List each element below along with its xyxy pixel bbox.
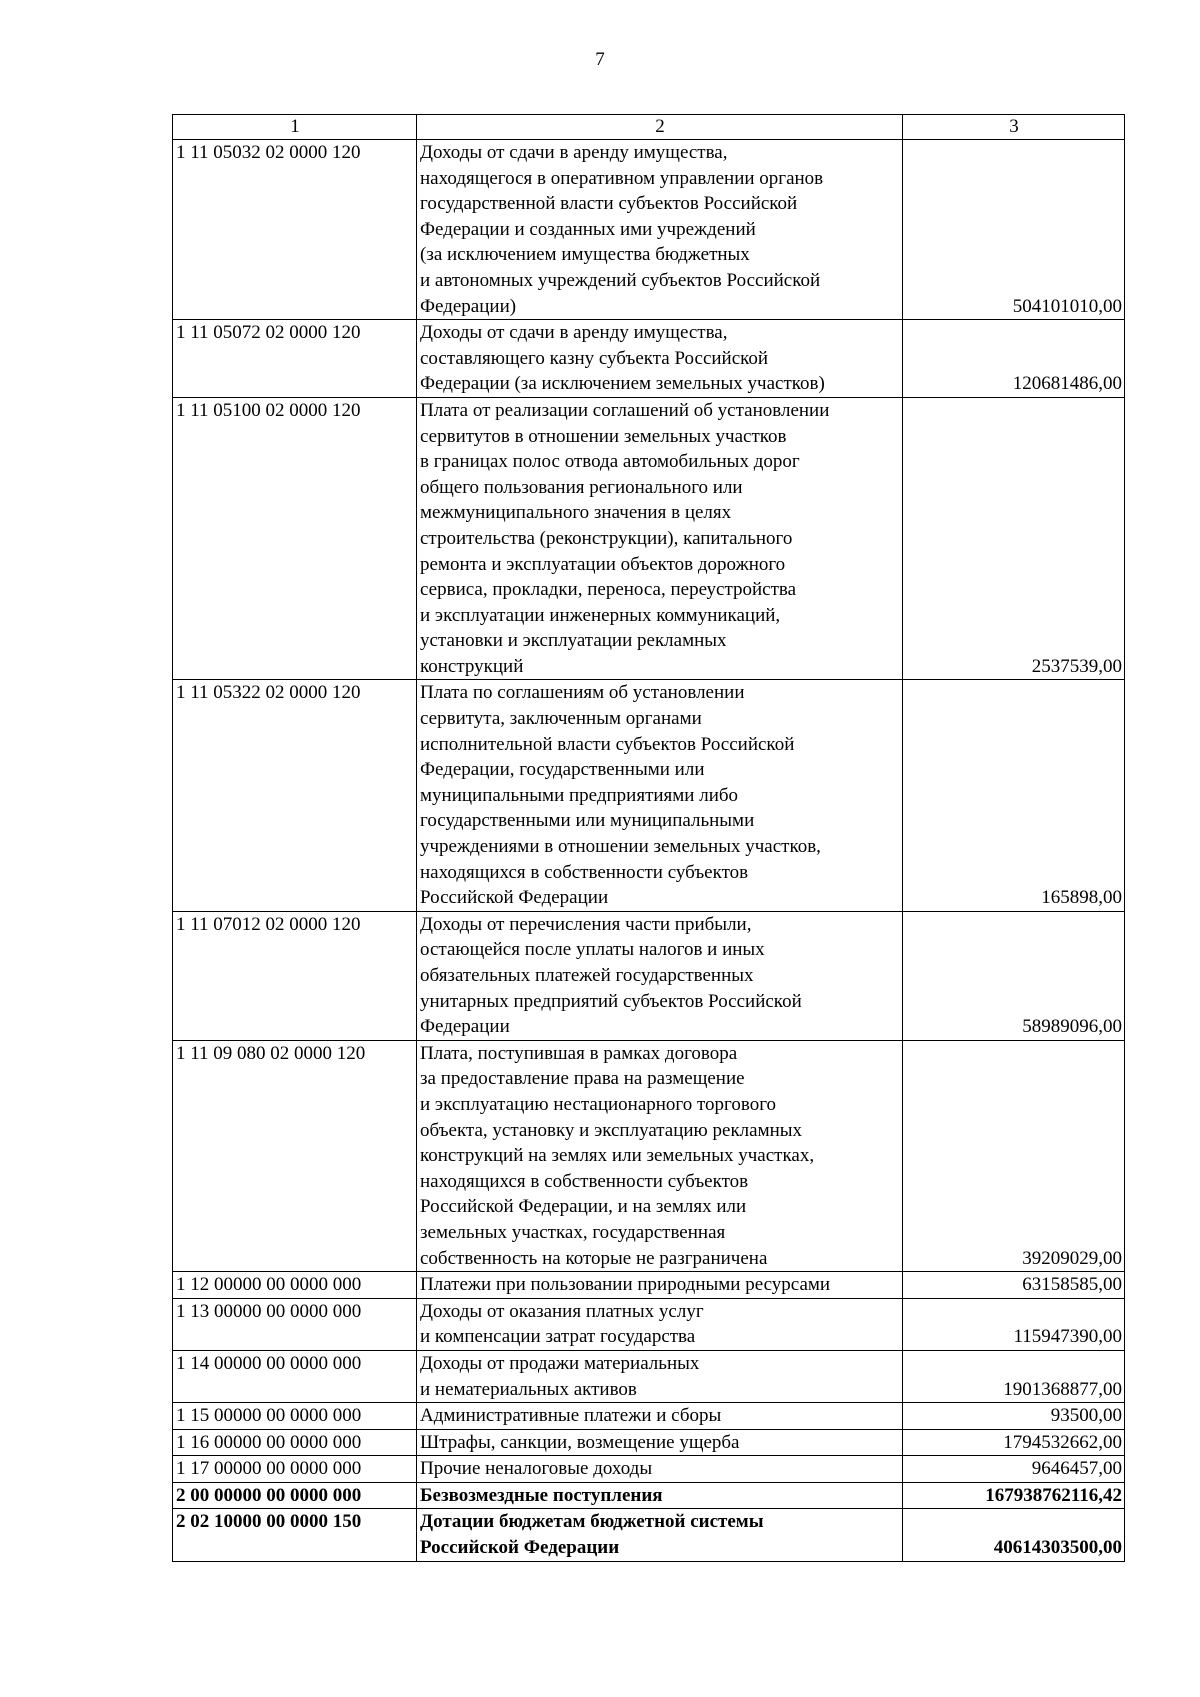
revenue-name-line: Федерации) <box>420 295 517 317</box>
revenue-code: 1 15 00000 00 0000 000 <box>173 1403 417 1430</box>
revenue-name-line: Доходы от оказания платных услуг <box>420 1300 704 1322</box>
revenue-name-line: Плата от реализации соглашений об установлении <box>420 399 830 421</box>
revenue-name-line: составляющего казну субъекта Российской <box>420 347 769 369</box>
revenue-name-line: государственными или муниципальными <box>420 810 755 832</box>
revenue-code: 1 11 05100 02 0000 120 <box>173 397 417 680</box>
revenue-name-line: Российской Федерации <box>420 887 609 909</box>
table-row <box>173 1429 1125 1456</box>
revenue-name-line: Российской Федерации, и на землях или <box>420 1196 747 1218</box>
table-row <box>173 1403 1125 1430</box>
revenue-name-line: находящихся в собственности субъектов <box>420 861 749 883</box>
revenue-name-line: Плата по соглашениям об установлении <box>420 682 745 704</box>
table-row <box>173 1456 1125 1483</box>
revenue-name-line: муниципальными предприятиями либо <box>420 784 739 806</box>
revenue-name-line: сервитута, заключенным органами <box>420 708 702 730</box>
revenue-code: 1 11 05072 02 0000 120 <box>173 320 417 398</box>
revenue-name-line: (за исключением имущества бюджетных <box>420 244 750 266</box>
revenue-name <box>417 1350 903 1402</box>
column-header-2: 2 <box>417 115 903 140</box>
revenue-name-line: конструкций <box>420 655 524 677</box>
revenue-code: 2 00 00000 00 0000 000 <box>173 1482 417 1509</box>
revenue-name-line: Штрафы, санкции, возмещение ущерба <box>420 1431 740 1453</box>
revenue-name-line: ремонта и эксплуатации объектов дорожного <box>420 553 786 575</box>
revenue-amount: 1794532662,00 <box>903 1429 1125 1456</box>
table-row <box>173 397 1125 680</box>
revenue-amount: 93500,00 <box>903 1403 1125 1430</box>
revenue-name-line: Дотации бюджетам бюджетной системы <box>420 1511 764 1533</box>
revenue-name-line: Федерации и созданных ими учреждений <box>420 218 756 240</box>
revenue-name <box>417 1403 903 1430</box>
table-row <box>173 1350 1125 1402</box>
revenue-code: 1 11 05322 02 0000 120 <box>173 680 417 911</box>
revenue-name-line: конструкций на землях или земельных участках, <box>420 1145 815 1167</box>
revenue-code: 1 16 00000 00 0000 000 <box>173 1429 417 1456</box>
revenue-amount: 115947390,00 <box>903 1298 1125 1350</box>
revenue-name-line: Федерации (за исключением земельных участков) <box>420 373 825 395</box>
revenue-name <box>417 1509 903 1561</box>
revenue-name-line: унитарных предприятий субъектов Российской <box>420 990 802 1012</box>
revenue-name-line: исполнительной власти субъектов Российской <box>420 733 795 755</box>
revenue-name <box>417 1482 903 1509</box>
revenue-name <box>417 1272 903 1299</box>
revenue-name-line: Плата, поступившая в рамках договора <box>420 1042 738 1064</box>
table-header-row <box>173 115 1125 140</box>
revenue-name-line: находящихся в собственности субъектов <box>420 1170 749 1192</box>
revenue-name-line: и эксплуатации инженерных коммуникаций, <box>420 604 781 626</box>
page-number: 7 <box>595 49 605 70</box>
column-header-1: 1 <box>173 115 417 140</box>
revenue-amount: 120681486,00 <box>903 320 1125 398</box>
table-body <box>173 115 1125 1562</box>
revenue-name-line: Платежи при пользовании природными ресурсами <box>420 1274 831 1296</box>
revenue-amount: 9646457,00 <box>903 1456 1125 1483</box>
revenue-name <box>417 1298 903 1350</box>
revenue-name-line: Прочие неналоговые доходы <box>420 1458 653 1480</box>
revenue-name-line: сервитутов в отношении земельных участков <box>420 425 787 447</box>
revenue-name-line: Безвозмездные поступления <box>420 1484 663 1506</box>
revenue-name-line: остающейся после уплаты налогов и иных <box>420 939 765 961</box>
revenue-code: 1 11 05032 02 0000 120 <box>173 140 417 320</box>
revenue-name-line: за предоставление права на размещение <box>420 1068 745 1090</box>
revenue-amount: 40614303500,00 <box>903 1509 1125 1561</box>
revenue-name-line: объекта, установку и эксплуатацию рекламных <box>420 1119 803 1141</box>
revenue-name-line: и автономных учреждений субъектов Российской <box>420 269 821 291</box>
revenue-amount: 504101010,00 <box>903 140 1125 320</box>
revenue-code: 1 12 00000 00 0000 000 <box>173 1272 417 1299</box>
revenue-name <box>417 397 903 680</box>
revenue-name-line: государственной власти субъектов Российской <box>420 193 798 215</box>
table-row <box>173 320 1125 398</box>
revenue-name-line: находящегося в оперативном управлении органов <box>420 167 824 189</box>
revenue-code: 1 14 00000 00 0000 000 <box>173 1350 417 1402</box>
revenue-name-line: межмуниципального значения в целях <box>420 502 732 524</box>
revenue-name-line: обязательных платежей государственных <box>420 965 754 986</box>
revenue-amount: 165898,00 <box>903 680 1125 911</box>
table-row <box>173 140 1125 320</box>
revenue-code: 1 11 07012 02 0000 120 <box>173 911 417 1040</box>
revenue-name-line: Российской Федерации <box>420 1537 620 1559</box>
column-header-3: 3 <box>903 115 1125 140</box>
table-row <box>173 1040 1125 1271</box>
revenue-name-line: собственность на которые не разграничена <box>420 1247 768 1269</box>
table-row <box>173 1272 1125 1299</box>
revenue-name-line: Доходы от перечисления части прибыли, <box>420 913 752 935</box>
revenue-name-line: Федерации, государственными или <box>420 759 705 781</box>
revenue-name-line: и нематериальных активов <box>420 1378 637 1400</box>
revenue-name <box>417 1429 903 1456</box>
revenue-name <box>417 680 903 911</box>
revenue-name-line: строительства (реконструкции), капитального <box>420 527 793 549</box>
revenue-amount: 39209029,00 <box>903 1040 1125 1271</box>
revenue-amount: 2537539,00 <box>903 397 1125 680</box>
revenue-name-line: Федерации <box>420 1016 510 1038</box>
revenue-name-line: и компенсации затрат государства <box>420 1326 696 1348</box>
revenue-name-line: и эксплуатацию нестационарного торгового <box>420 1093 777 1115</box>
table-row <box>173 1509 1125 1561</box>
revenue-name-line: установки и эксплуатации рекламных <box>420 630 727 652</box>
revenue-name-line: учреждениями в отношении земельных участков, <box>420 836 821 858</box>
revenue-name-line: Доходы от продажи материальных <box>420 1352 700 1374</box>
revenue-code: 1 13 00000 00 0000 000 <box>173 1298 417 1350</box>
revenue-name-line: Доходы от сдачи в аренду имущества, <box>420 322 728 344</box>
revenue-name-line: Административные платежи и сборы <box>420 1405 722 1427</box>
table-row <box>173 1482 1125 1509</box>
revenue-amount: 167938762116,42 <box>903 1482 1125 1509</box>
revenue-table <box>172 114 1125 1562</box>
revenue-name-line: земельных участках, государственная <box>420 1221 726 1243</box>
table-row <box>173 1298 1125 1350</box>
revenue-name-line: общего пользования регионального или <box>420 476 743 498</box>
revenue-code: 1 17 00000 00 0000 000 <box>173 1456 417 1483</box>
revenue-name <box>417 1456 903 1483</box>
revenue-code: 2 02 10000 00 0000 150 <box>173 1509 417 1561</box>
revenue-name-line: Доходы от сдачи в аренду имущества, <box>420 142 728 163</box>
revenue-amount: 63158585,00 <box>903 1272 1125 1299</box>
revenue-amount: 58989096,00 <box>903 911 1125 1040</box>
revenue-name <box>417 1040 903 1271</box>
revenue-code: 1 11 09 080 02 0000 120 <box>173 1040 417 1271</box>
table-row <box>173 680 1125 911</box>
revenue-name <box>417 911 903 1040</box>
revenue-name <box>417 140 903 320</box>
revenue-name <box>417 320 903 398</box>
revenue-amount: 1901368877,00 <box>903 1350 1125 1402</box>
revenue-name-line: в границах полос отвода автомобильных дорог <box>420 451 800 473</box>
table-row <box>173 911 1125 1040</box>
revenue-name-line: сервиса, прокладки, переноса, переустройства <box>420 579 797 601</box>
